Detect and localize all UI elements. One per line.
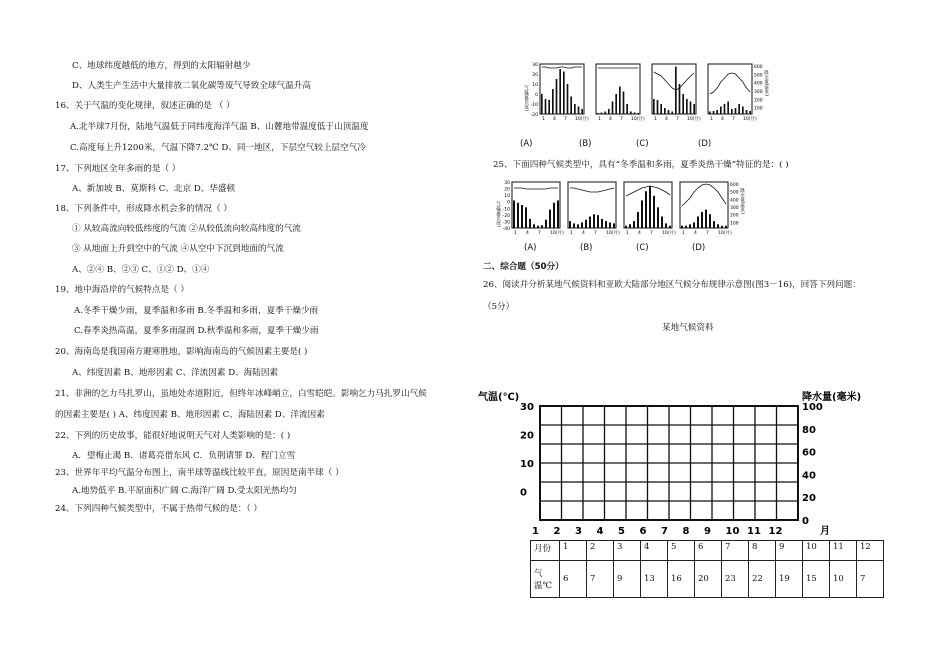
month-tick: 3 xyxy=(575,526,582,537)
question-text-line: A.冬季干燥少雨，夏季温和多雨 B.冬季温和多雨，夏季干燥少雨 xyxy=(74,306,319,316)
mini-right-tick: 100 xyxy=(730,221,739,227)
precip-bar xyxy=(645,191,647,228)
precip-bar xyxy=(612,102,614,115)
q25-climate-charts xyxy=(492,178,754,240)
precip-bar xyxy=(749,111,751,114)
mini-month-tick: 4 xyxy=(609,117,612,122)
temp-cell: 16 xyxy=(668,561,695,598)
section-text-line: 某地气候资料 xyxy=(662,323,714,333)
precip-bar xyxy=(657,207,659,228)
mini-month-tick: 1 xyxy=(598,117,601,122)
precip-bar xyxy=(742,107,744,115)
precip-bar xyxy=(581,109,583,114)
left-axis-tick: 30 xyxy=(520,402,534,413)
precip-bar xyxy=(685,226,687,228)
precip-bar xyxy=(637,212,639,228)
mini-left-tick: 30 xyxy=(532,63,538,68)
mini-left-tick: -20 xyxy=(530,113,538,118)
mini-month-tick: 7 xyxy=(650,231,653,236)
mini-month-tick: 1 xyxy=(514,231,517,236)
question-text-line: ① 从较高流向较低纬度的气流 ②从较低流向较高纬度的气流 xyxy=(72,224,301,234)
mini-right-tick: 100 xyxy=(754,106,763,112)
precip-bar xyxy=(563,72,565,115)
precip-bar xyxy=(609,222,611,228)
precip-bar xyxy=(570,97,572,115)
question-text-line: D、人类生产生活中大量排放二氧化碳等废气导致全球气温升高 xyxy=(72,81,311,91)
right-axis-tick: 20 xyxy=(802,493,816,505)
precip-bar xyxy=(521,205,523,228)
mini-month-tick: 10(月) xyxy=(575,117,589,122)
precip-bar xyxy=(601,219,603,228)
precip-bar xyxy=(713,111,715,114)
month-tick: 6 xyxy=(639,526,647,537)
month-cell: 1 xyxy=(560,541,587,561)
month-tick: 11 xyxy=(747,526,761,537)
precip-bar xyxy=(541,225,543,228)
month-header: 月份 xyxy=(531,541,560,561)
mini-right-title: 降水量(毫米) xyxy=(739,188,745,215)
q25-label-b: (B) xyxy=(580,243,593,253)
precip-bar xyxy=(541,94,543,114)
mini-month-tick: 1 xyxy=(570,231,573,236)
precip-bar xyxy=(567,84,569,114)
precip-bar xyxy=(556,79,558,114)
section-text-line: 26、阅读并分析某地气候资料和亚欧大陆部分地区气候分布规律示意图(图3－16)，回答下列问题： xyxy=(483,280,861,290)
precip-bar xyxy=(686,99,688,114)
mini-month-tick: 4 xyxy=(582,231,585,236)
question-text-line: 的因素主要是( ) A、纬度因素 B、地形因素 C、海陆因素 D、洋流因素 xyxy=(55,410,325,420)
precip-bar xyxy=(597,215,599,228)
mini-month-tick: 10(月) xyxy=(606,231,620,236)
q24-label-a: (A) xyxy=(520,139,533,149)
precip-bar xyxy=(549,210,551,228)
mini-month-tick: 1 xyxy=(710,117,713,122)
precip-bar xyxy=(589,217,591,229)
mini-right-tick: 400 xyxy=(730,198,739,204)
temp-cell: 9 xyxy=(614,561,641,598)
precip-bar xyxy=(626,104,628,114)
precip-bar xyxy=(597,113,599,114)
mini-right-tick: 500 xyxy=(730,190,739,196)
precip-bar xyxy=(717,224,719,228)
temp-cell: 13 xyxy=(641,561,668,598)
question-text-line: C.高度每上升1200米，气温下降7.2℃ D、同一地区，下层空气较上层空气冷 xyxy=(70,143,366,153)
mini-month-tick: 1 xyxy=(542,117,545,122)
temp-line xyxy=(542,67,582,68)
mini-month-tick: 7 xyxy=(564,117,567,122)
mini-chart-2 xyxy=(652,64,696,114)
right-axis-title: 降水量(毫米) xyxy=(802,392,862,403)
precip-bar xyxy=(548,100,550,114)
precip-bar xyxy=(641,200,643,228)
mini-month-tick: 10(月) xyxy=(550,231,564,236)
mini-month-tick: 7 xyxy=(594,231,597,236)
precip-bar xyxy=(681,226,683,228)
question-text-line: C、地球纬度越低的地方，得到的太阳辐射越少 xyxy=(72,61,251,71)
precip-bar xyxy=(713,221,715,228)
right-axis-tick: 80 xyxy=(802,424,816,436)
question-text-line: 16、关于气温的变化规律，叙述正确的是 （ ） xyxy=(55,101,235,111)
precip-bar xyxy=(721,226,723,228)
q24-label-c: (C) xyxy=(636,139,649,149)
month-cell: 11 xyxy=(830,541,857,561)
mini-month-tick: 1 xyxy=(654,117,657,122)
precip-bar xyxy=(529,219,531,228)
precip-bar xyxy=(573,223,575,228)
month-tick: 7 xyxy=(661,526,668,537)
month-cell: 4 xyxy=(641,541,668,561)
mini-chart-3 xyxy=(680,182,728,228)
mini-right-tick: 200 xyxy=(754,98,763,104)
precip-bar xyxy=(517,203,519,228)
mini-month-tick: 10(月) xyxy=(687,117,701,122)
mini-left-tick: -10 xyxy=(502,207,510,213)
mini-left-title: 气温(摄氏度) xyxy=(495,201,501,228)
precip-bar xyxy=(559,69,561,114)
mini-month-tick: 7 xyxy=(538,231,541,236)
precip-bar xyxy=(581,222,583,228)
mini-left-tick: 0 xyxy=(507,200,510,206)
precip-bar xyxy=(709,214,711,228)
month-tick: 1 xyxy=(532,526,539,537)
precip-bar xyxy=(661,217,663,229)
right-axis-tick: 60 xyxy=(802,447,816,459)
temp-line xyxy=(514,188,558,189)
q25-label-a: (A) xyxy=(524,243,537,253)
mini-chart-0 xyxy=(512,182,560,228)
month-cell: 9 xyxy=(776,541,803,561)
mini-chart-1 xyxy=(596,64,640,114)
question-text-line: A.地势低平 B.平原面积广阔 C.海洋广阔 D.受太阳光热均匀 xyxy=(72,486,297,496)
precip-bar xyxy=(615,94,617,114)
precip-bar xyxy=(553,203,555,228)
month-tick: 5 xyxy=(618,526,625,537)
mini-left-tick: 20 xyxy=(532,73,538,78)
question-text-line: 17、下列地区全年多雨的是（ ） xyxy=(55,164,181,174)
mini-month-tick: 10(月) xyxy=(662,231,676,236)
mini-month-tick: 7 xyxy=(706,231,709,236)
precip-bar xyxy=(574,104,576,114)
q24-climate-charts xyxy=(512,60,774,128)
mini-month-tick: 4 xyxy=(638,231,641,236)
section-text-line: 二、综合题（50分） xyxy=(483,262,564,272)
mini-right-tick: 300 xyxy=(730,206,739,211)
mini-left-tick: -10 xyxy=(530,103,538,108)
question-text-line: A、新加坡 B、莫斯科 C、北京 D、华盛顿 xyxy=(72,184,236,194)
precip-bar xyxy=(705,210,707,228)
question-text-line: 24、下列四种气候类型中，不属于热带气候的是：（ ） xyxy=(55,504,263,514)
section-text-line: 25、下面四种气候类型中，具有“冬季温和多雨，夏季炎热干燥”特征的是：( ) xyxy=(493,160,789,170)
question-text-line: A、②④ B、②③ C、①② D、①④ xyxy=(72,265,210,275)
precip-bar xyxy=(735,108,737,114)
precip-bar xyxy=(664,108,666,114)
precip-bar xyxy=(525,207,527,228)
mini-chart-2 xyxy=(624,182,672,228)
temp-row xyxy=(531,561,884,598)
mini-right-tick: 600 xyxy=(754,65,763,70)
precip-bar xyxy=(557,200,559,228)
question-text-line: 20、海南岛是我国南方避寒胜地，影响海南岛的气候因素主要是( ) xyxy=(55,347,308,357)
precip-bar xyxy=(690,102,692,115)
mini-month-tick: 4 xyxy=(665,117,668,122)
temp-cell: 7 xyxy=(857,561,884,598)
mini-month-tick: 4 xyxy=(553,117,556,122)
mini-left-tick: 20 xyxy=(504,187,510,193)
mini-right-tick: 600 xyxy=(730,183,739,188)
mini-month-tick: 10(月) xyxy=(718,231,732,236)
month-tick: 8 xyxy=(682,526,690,537)
precip-bar xyxy=(653,196,655,228)
mini-left-title: 气温(摄氏度) xyxy=(523,85,529,112)
mini-month-tick: 10(月) xyxy=(743,117,757,122)
precip-bar xyxy=(693,104,695,114)
mini-month-tick: 1 xyxy=(682,231,685,236)
precip-bar xyxy=(720,107,722,115)
month-unit: 月 xyxy=(820,526,830,537)
mini-chart-0 xyxy=(540,64,584,114)
temp-line xyxy=(626,186,670,196)
month-tick: 2 xyxy=(553,526,561,537)
precip-bar xyxy=(533,224,535,228)
mini-month-tick: 7 xyxy=(676,117,679,122)
mini-right-tick: 400 xyxy=(754,81,763,87)
mini-month-tick: 7 xyxy=(620,117,623,122)
question-text-line: 23、世界年平均气温分布图上，南半球等温线比较平直，原因是南半球（ ） xyxy=(55,468,344,478)
left-axis-title: 气温(℃) xyxy=(478,392,520,403)
precip-bar xyxy=(629,224,631,228)
month-tick: 10 xyxy=(725,526,740,537)
precip-bar xyxy=(746,110,748,114)
precip-bar xyxy=(604,112,606,115)
precip-bar xyxy=(569,221,571,228)
temp-cell: 23 xyxy=(722,561,749,598)
precip-bar xyxy=(709,112,711,115)
precip-bar xyxy=(724,104,726,114)
temp-cell: 7 xyxy=(587,561,614,598)
mini-right-tick: 200 xyxy=(730,213,739,219)
mini-left-tick: 10 xyxy=(532,83,538,88)
precip-bar xyxy=(625,226,627,228)
precip-bar xyxy=(608,109,610,114)
precip-bar xyxy=(653,99,655,114)
question-text-line: 21、非洲的乞力马扎罗山，虽地处赤道附近，但终年冰峰峭立，白雪皑皑。影响乞力马扎罗山气候 xyxy=(55,389,427,399)
left-axis-tick: 10 xyxy=(520,459,534,470)
question-text-line: A.北半球7月份，陆地气温低于同纬度海洋气温 B、山麓地带温度低于山顶温度 xyxy=(70,122,369,132)
mini-left-tick: -20 xyxy=(502,213,510,219)
precip-bar xyxy=(605,221,607,228)
left-axis-tick: 20 xyxy=(520,430,534,442)
precip-bar xyxy=(669,226,671,228)
mini-month-tick: 4 xyxy=(694,231,697,236)
temp-cell: 10 xyxy=(830,561,857,598)
precip-bar xyxy=(633,221,635,228)
question-text-line: A．望梅止渴 B．诸葛亮借东风 C．负荆请罪 D．程门立雪 xyxy=(72,451,296,461)
month-tick: 4 xyxy=(596,526,604,537)
mini-right-title: 降水量(毫米) xyxy=(763,70,769,97)
left-axis-tick: 0 xyxy=(520,487,527,499)
q24-label-d: (D) xyxy=(698,139,712,149)
question-text-line: A、纬度因素 B、地形因素 C、洋流因素 D、海陆因素 xyxy=(72,368,279,378)
precip-bar xyxy=(545,99,547,114)
q25-label-d: (D) xyxy=(692,243,706,253)
precip-bar xyxy=(649,187,651,228)
precip-bar xyxy=(634,113,636,115)
precip-bar xyxy=(613,223,615,228)
mini-chart-1 xyxy=(568,182,616,228)
mini-left-tick: 0 xyxy=(535,93,538,98)
precip-bar xyxy=(630,112,632,115)
precip-bar xyxy=(577,224,579,228)
precip-bar xyxy=(727,102,729,115)
question-text-line: C.春季炎热高温，夏季多雨湿润 D.秋季温和多雨，夏季干燥少雨 xyxy=(74,326,319,336)
precip-bar xyxy=(697,217,699,229)
precip-bar xyxy=(537,226,539,228)
precip-bar xyxy=(552,89,554,114)
temp-line xyxy=(654,72,694,90)
q25-label-c: (C) xyxy=(636,243,649,253)
mini-month-tick: 4 xyxy=(721,117,724,122)
climate-chart-grid xyxy=(478,388,862,538)
mini-left-tick: 10 xyxy=(504,194,510,200)
month-cell: 3 xyxy=(614,541,641,561)
mini-month-tick: 10(月) xyxy=(631,117,645,122)
temp-cell: 20 xyxy=(695,561,722,598)
precip-bar xyxy=(693,222,695,228)
precip-bar xyxy=(716,110,718,114)
temp-cell: 22 xyxy=(749,561,776,598)
precip-bar xyxy=(668,110,670,114)
question-text-line: 18、下列条件中，形成降水机会多的情况（ ） xyxy=(55,204,232,214)
precip-bar xyxy=(545,220,547,228)
mini-right-tick: 500 xyxy=(754,73,763,79)
precip-bar xyxy=(623,92,625,115)
month-cell: 2 xyxy=(587,541,614,561)
temp-header: 气温℃ xyxy=(531,561,560,598)
month-tick: 12 xyxy=(768,526,783,537)
right-axis-tick: 0 xyxy=(802,516,809,527)
precip-bar xyxy=(671,112,673,115)
month-cell: 7 xyxy=(722,541,749,561)
month-cell: 10 xyxy=(803,541,830,561)
mini-left-tick: -40 xyxy=(502,227,510,232)
month-cell: 8 xyxy=(749,541,776,561)
temp-line xyxy=(570,188,614,192)
question-text-line: 19、地中海沿岸的气候特点是（ ） xyxy=(55,285,189,295)
mini-month-tick: 4 xyxy=(526,231,529,236)
precip-bar xyxy=(619,87,621,115)
mini-month-tick: 1 xyxy=(626,231,629,236)
precip-bar xyxy=(513,200,515,228)
month-row xyxy=(531,541,884,561)
question-text-line: 22、下列的历史故事，能很好地说明天气对人类影响的是：( ) xyxy=(55,431,291,441)
right-axis-tick: 100 xyxy=(802,402,823,413)
temp-line xyxy=(710,73,750,94)
mini-left-tick: 30 xyxy=(504,181,510,186)
precip-bar xyxy=(665,223,667,228)
temp-cell: 19 xyxy=(776,561,803,598)
precip-bar xyxy=(701,212,703,228)
month-cell: 5 xyxy=(668,541,695,561)
mini-month-tick: 7 xyxy=(732,117,735,122)
precip-bar xyxy=(660,104,662,114)
temp-cell: 6 xyxy=(560,561,587,598)
temp-cell: 15 xyxy=(803,561,830,598)
precip-bar xyxy=(657,100,659,114)
precip-bar xyxy=(725,226,727,228)
precip-bar xyxy=(689,224,691,228)
precip-bar xyxy=(738,104,740,114)
month-tick: 9 xyxy=(704,526,711,537)
section-text-line: （5分） xyxy=(483,302,515,312)
precip-bar xyxy=(682,94,684,114)
temp-line xyxy=(682,184,726,206)
mini-left-tick: -30 xyxy=(502,220,510,226)
precip-bar xyxy=(637,113,639,114)
precip-bar xyxy=(601,113,603,115)
question-text-line: ③ 从地面上升到空中的气流 ④从空中下沉到地面的气流 xyxy=(72,244,284,254)
precip-bar xyxy=(578,107,580,115)
month-cell: 12 xyxy=(857,541,884,561)
month-cell: 6 xyxy=(695,541,722,561)
right-axis-tick: 40 xyxy=(802,470,816,482)
precip-bar xyxy=(593,214,595,228)
q24-label-b: (B) xyxy=(579,139,592,149)
mini-right-tick: 300 xyxy=(754,90,763,95)
precip-bar xyxy=(585,220,587,228)
mini-chart-3 xyxy=(708,64,752,114)
precip-bar xyxy=(731,109,733,114)
climate-data-table xyxy=(530,540,884,598)
